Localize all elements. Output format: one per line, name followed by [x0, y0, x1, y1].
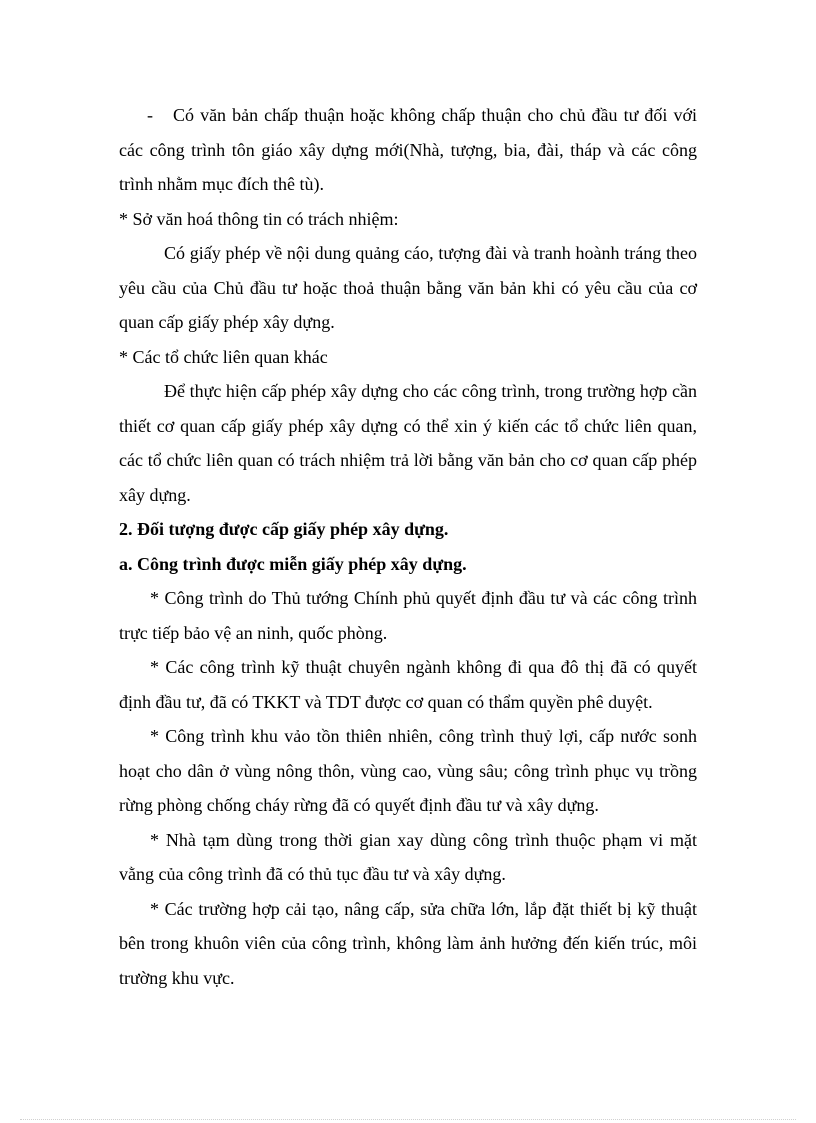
section-a-title: a. Công trình được miễn giấy phép xây dựng. [119, 553, 467, 574]
exempt-item: * Công trình do Thủ tướng Chính phủ quyết định đầu tư và các công trình trực tiếp bảo vệ an ninh, quốc phòng. [119, 588, 697, 643]
culture-dept-heading: * Sở văn hoá thông tin có trách nhiệm: [119, 208, 399, 229]
exempt-item: * Nhà tạm dùng trong thời gian xay dùng công trình thuộc phạm vi mặt vằng của công trình đã có thủ tục đầu tư và xây dựng. [119, 829, 697, 884]
paragraph-religious-works-text: Có văn bản chấp thuận hoặc không chấp thuận cho chủ đầu tư đối với các công trình tôn giáo xây dựng mới(Nhà, tượng, bia, đài, tháp và các công trình nhằm mục đích thê tù). [119, 105, 697, 194]
page-bottom-divider [20, 1119, 796, 1120]
exempt-item: * Các công trình kỹ thuật chuyên ngành không đi qua đô thị đã có quyết định đầu tư, đã có TKKT và TDT được cơ quan có thẩm quyền phê duyệt. [119, 657, 697, 712]
other-orgs-paragraph: Để thực hiện cấp phép xây dựng cho các công trình, trong trường hợp cần thiết cơ quan cấp giấy phép xây dựng có thể xin ý kiến các tổ chức liên quan, các tổ chức liên quan có trách nhiệm trả lời bằng văn bản cho cơ quan cấp phép xây dựng. [119, 381, 697, 505]
exempt-item: * Công trình khu vảo tồn thiên nhiên, công trình thuỷ lợi, cấp nước sonh hoạt cho dân ở vùng nông thôn, vùng cao, vùng sâu; công trình phục vụ trồng rừng phòng chống cháy rừng đã có quyết định đầu tư và xây dựng. [119, 726, 697, 815]
bullet-dash: - [147, 105, 153, 125]
paragraph-religious-works [119, 98, 697, 202]
other-orgs-heading: * Các tổ chức liên quan khác [119, 346, 328, 367]
exempt-item: * Các trường hợp cải tạo, nâng cấp, sửa chữa lớn, lắp đặt thiết bị kỹ thuật bên trong khuôn viên của công trình, không làm ảnh hưởng đến kiến trúc, môi trường khu vực. [119, 898, 697, 988]
document-body [119, 98, 697, 995]
section-2-title: 2. Đối tượng được cấp giấy phép xây dựng. [119, 519, 449, 539]
culture-dept-paragraph: Có giấy phép về nội dung quảng cáo, tượng đài và tranh hoành tráng theo yêu cầu của Chủ đầu tư hoặc thoả thuận bằng văn bản khi có yêu cầu của cơ quan cấp giấy phép xây dựng. [119, 243, 697, 332]
